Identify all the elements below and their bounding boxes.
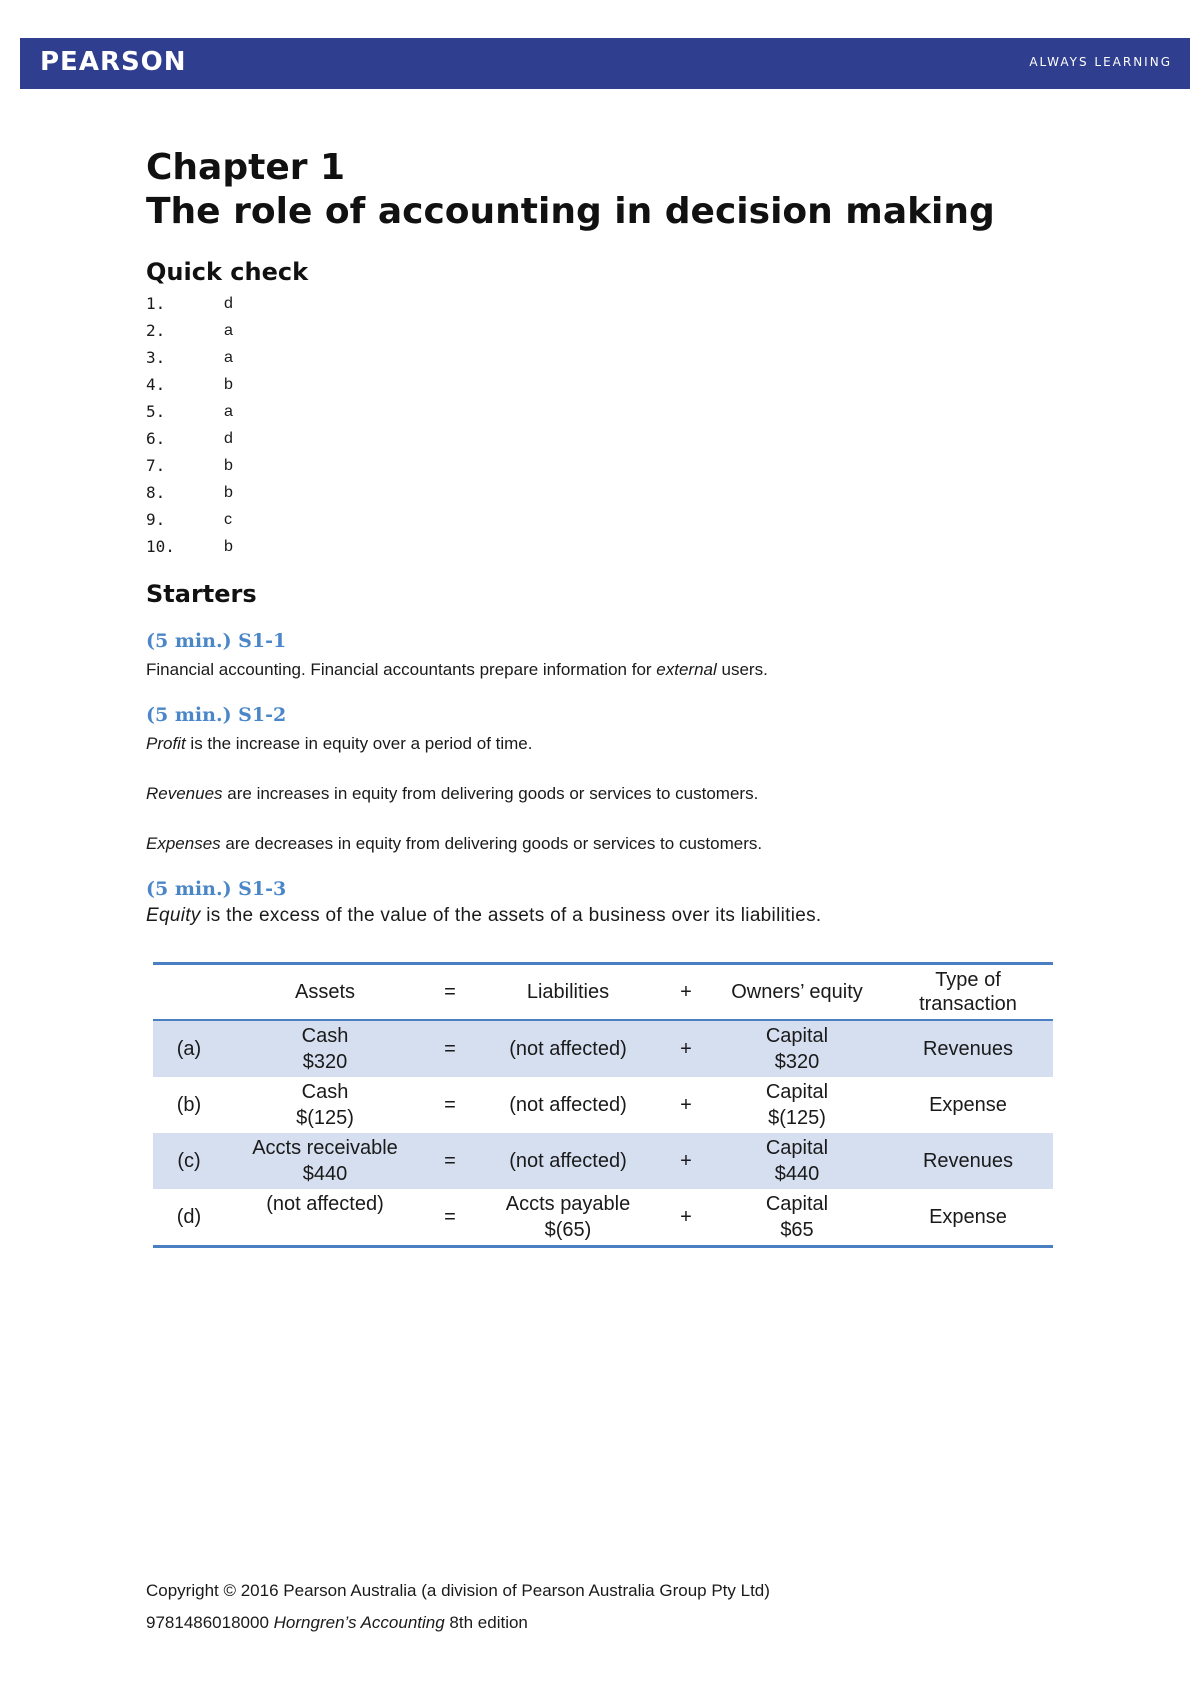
assets-line1: (not affected) [266, 1193, 384, 1215]
oe-line2: $65 [780, 1219, 814, 1241]
plus-cell: + [680, 1150, 692, 1172]
owners-equity-cell [711, 1189, 883, 1247]
profit-term: Profit [146, 734, 186, 753]
item-number: 8. [146, 483, 166, 502]
table-header-row [153, 964, 1053, 1021]
profit-definition [146, 732, 1066, 756]
equals-header: = [444, 981, 456, 1003]
assets-line1: Cash [301, 1081, 349, 1103]
quick-check-title: Quick check [146, 258, 309, 286]
list-item [146, 479, 1066, 506]
oe-line1: Capital [765, 1137, 829, 1159]
item-answer: a [224, 349, 233, 366]
chapter-title: The role of accounting in decision making [146, 191, 995, 232]
page-content [146, 146, 1066, 1248]
owners-equity-cell [711, 1077, 883, 1133]
list-item [146, 371, 1066, 398]
oe-line1: Capital [765, 1193, 829, 1215]
equity-definition [146, 904, 1066, 928]
row-label: (d) [176, 1206, 202, 1228]
copyright-text: Copyright © 2016 Pearson Australia (a division of Pearson Australia Group Pty Ltd) [146, 1581, 770, 1600]
equals-cell: = [444, 1038, 456, 1060]
s1-1-emph: external [656, 660, 717, 679]
list-item [146, 398, 1066, 425]
item-answer: b [224, 457, 233, 474]
list-item [146, 317, 1066, 344]
item-answer: d [224, 295, 233, 312]
quick-check-list [146, 290, 1066, 560]
assets-line2: $440 [302, 1163, 348, 1185]
item-answer: b [224, 538, 233, 555]
item-number: 10. [146, 537, 175, 556]
assets-cell [225, 1077, 425, 1133]
plus-cell: + [680, 1038, 692, 1060]
s1-1-text-before: Financial accounting. Financial accountants prepare information for [146, 660, 657, 679]
s1-1-text [146, 658, 1066, 682]
plus-header: + [680, 981, 692, 1003]
item-answer: a [224, 322, 233, 339]
exercise-heading-s1-1: (5 min.) S1-1 [146, 630, 287, 652]
chapter-heading [146, 146, 1066, 234]
s1-1-text-after: users. [716, 660, 768, 679]
liabilities-line2: $(65) [544, 1219, 592, 1241]
profit-text: is the increase in equity over a period of time. [185, 734, 533, 753]
accounting-equation-table [153, 962, 1053, 1248]
header-banner [20, 38, 1190, 89]
chapter-number: Chapter 1 [146, 147, 346, 188]
item-number: 3. [146, 348, 166, 367]
item-number: 9. [146, 510, 166, 529]
book-title: Horngren’s Accounting [273, 1613, 445, 1632]
type-cell: Expense [929, 1206, 1007, 1228]
assets-cell [225, 1133, 425, 1189]
expenses-definition [146, 832, 1066, 856]
item-number: 5. [146, 402, 166, 421]
pearson-logo: PEARSON [40, 47, 187, 77]
edition: 8th edition [444, 1613, 528, 1632]
row-label: (a) [176, 1038, 202, 1060]
revenues-text: are increases in equity from delivering goods or services to customers. [222, 784, 759, 803]
type-header-line1: Type of [935, 969, 1001, 991]
table-row [153, 1077, 1053, 1133]
item-answer: b [224, 484, 233, 501]
owners-equity-cell [711, 1133, 883, 1189]
oe-line2: $320 [774, 1051, 820, 1073]
table-row [153, 1020, 1053, 1077]
oe-line2: $(125) [768, 1107, 826, 1129]
oe-line1: Capital [765, 1025, 829, 1047]
assets-line2: $(125) [296, 1107, 354, 1129]
item-number: 2. [146, 321, 166, 340]
exercise-heading-s1-2: (5 min.) S1-2 [146, 704, 287, 726]
type-cell: Expense [929, 1094, 1007, 1116]
liabilities-line1: (not affected) [509, 1094, 627, 1116]
tagline: ALWAYS LEARNING [1029, 55, 1172, 69]
table-row [153, 1189, 1053, 1247]
revenues-term: Revenues [146, 784, 223, 803]
plus-cell: + [680, 1094, 692, 1116]
assets-line2: $320 [302, 1051, 348, 1073]
row-label: (b) [176, 1094, 202, 1116]
item-number: 1. [146, 294, 166, 313]
list-item [146, 452, 1066, 479]
expenses-text: are decreases in equity from delivering goods or services to customers. [220, 834, 763, 853]
list-item [146, 290, 1066, 317]
item-answer: d [224, 430, 233, 447]
page-footer [146, 1575, 770, 1639]
table-row [153, 1133, 1053, 1189]
type-cell: Revenues [922, 1038, 1014, 1060]
exercise-heading-s1-3: (5 min.) S1-3 [146, 878, 287, 900]
item-answer: b [224, 376, 233, 393]
item-number: 7. [146, 456, 166, 475]
type-cell: Revenues [922, 1150, 1014, 1172]
list-item [146, 533, 1066, 560]
liabilities-cell [475, 1077, 661, 1133]
liabilities-cell [475, 1133, 661, 1189]
assets-header: Assets [294, 981, 356, 1003]
assets-cell [225, 1189, 425, 1247]
equals-cell: = [444, 1094, 456, 1116]
plus-cell: + [680, 1206, 692, 1228]
liabilities-header: Liabilities [526, 981, 610, 1003]
row-label: (c) [177, 1150, 201, 1172]
liabilities-cell [475, 1020, 661, 1077]
revenues-definition [146, 782, 1066, 806]
item-number: 6. [146, 429, 166, 448]
assets-line1: Accts receivable [252, 1137, 398, 1159]
list-item [146, 425, 1066, 452]
liabilities-line1: (not affected) [509, 1038, 627, 1060]
liabilities-cell [475, 1189, 661, 1247]
item-number: 4. [146, 375, 166, 394]
liabilities-line1: Accts payable [505, 1193, 631, 1215]
liabilities-line1: (not affected) [509, 1150, 627, 1172]
owners-equity-cell [711, 1020, 883, 1077]
owners-equity-header: Owners’ equity [731, 981, 863, 1003]
equity-term: Equity [146, 905, 201, 926]
isbn: 9781486018000 [146, 1613, 269, 1632]
equity-text: is the excess of the value of the assets of a business over its liabilities. [200, 905, 822, 926]
equals-cell: = [444, 1206, 456, 1228]
list-item [146, 344, 1066, 371]
starters-title: Starters [146, 580, 257, 608]
item-answer: a [224, 403, 233, 420]
item-answer: c [224, 511, 232, 528]
expenses-term: Expenses [146, 834, 221, 853]
equals-cell: = [444, 1150, 456, 1172]
list-item [146, 506, 1066, 533]
assets-cell [225, 1020, 425, 1077]
assets-line1: Cash [301, 1025, 349, 1047]
oe-line2: $440 [774, 1163, 820, 1185]
oe-line1: Capital [765, 1081, 829, 1103]
label-header [153, 964, 225, 1021]
book-info [146, 1607, 770, 1639]
type-header [883, 964, 1053, 1021]
type-header-line2: transaction [919, 993, 1017, 1015]
